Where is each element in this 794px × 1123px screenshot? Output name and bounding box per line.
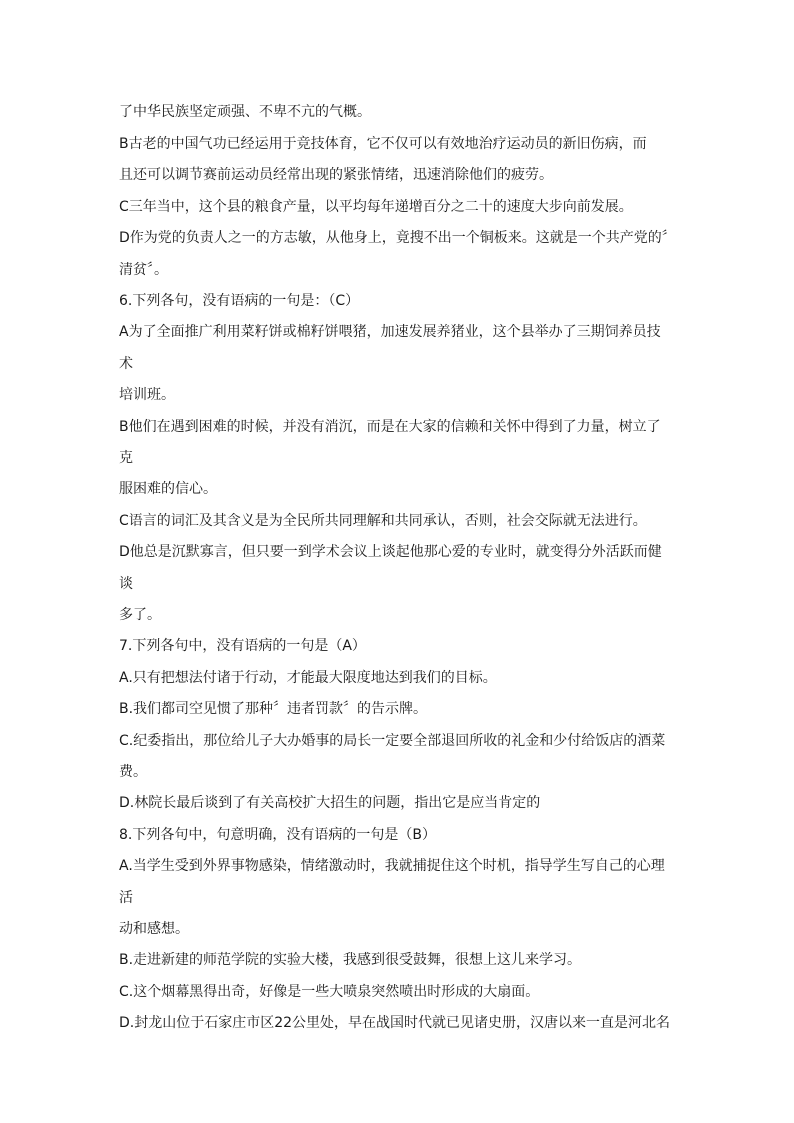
text-line: B.我们都司空见惯了那种〞违者罚款〞的告示牌。 xyxy=(119,701,428,717)
text-line: C语言的词汇及其含义是为全民所共同理解和共同承认，否则，社会交际就无法进行。 xyxy=(119,513,647,529)
text-line: 培训班。 xyxy=(119,387,175,403)
text-line: 了中华民族坚定顽强、不卑不亢的气概。 xyxy=(119,104,371,120)
text-line: D他总是沉默寡言，但只要一到学术会议上谈起他那心爱的专业时，就变得分外活跃而健 xyxy=(119,544,662,560)
question-heading: 7.下列各句中，没有语病的一句是（A） xyxy=(119,638,366,654)
text-line: C三年当中，这个县的粮食产量，以平均每年递增百分之二十的速度大步向前发展。 xyxy=(119,199,633,215)
text-line: B古老的中国气功已经运用于竞技体育，它不仅可以有效地治疗运动员的新旧伤病，而 xyxy=(119,136,647,152)
question-heading: 6.下列各句，没有语病的一句是：（C） xyxy=(119,293,360,309)
text-line: D.封龙山位于石家庄市区22公里处，早在战国时代就已见诸史册，汉唐以来一直是河北名 xyxy=(119,1015,671,1031)
text-line: C.纪委指出，那位给儿子大办婚事的局长一定要全部退回所收的礼金和少付给饭店的酒菜 xyxy=(119,733,666,749)
text-line: A.当学生受到外界事物感染，情绪激动时，我就捕捉住这个时机，指导学生写自己的心理 xyxy=(119,858,665,874)
text-line: D.林院长最后谈到了有关高校扩大招生的问题，指出它是应当肯定的 xyxy=(119,795,541,811)
text-line: 谈 xyxy=(119,576,133,592)
text-line: 清贫〞。 xyxy=(119,262,168,278)
text-line: 动和感想。 xyxy=(119,921,189,937)
text-line: D作为党的负责人之一的方志敏，从他身上，竟搜不出一个铜板来。这就是一个共产党的〞 xyxy=(119,230,676,246)
text-line: 费。 xyxy=(119,764,147,780)
question-heading: 8.下列各句中，句意明确，没有语病的一句是（B） xyxy=(119,827,436,843)
text-line: C.这个烟幕黑得出奇，好像是一些大喷泉突然喷出时形成的大扇面。 xyxy=(119,984,540,1000)
text-line: 多了。 xyxy=(119,607,161,623)
text-line: 服困难的信心。 xyxy=(119,481,217,497)
text-line: 且还可以调节赛前运动员经常出现的紧张情绪，迅速消除他们的疲劳。 xyxy=(119,167,553,183)
text-line: 活 xyxy=(119,890,133,906)
text-line: A.只有把想法付诸于行动，才能最大限度地达到我们的目标。 xyxy=(119,670,497,686)
text-line: B他们在遇到困难的时候，并没有消沉，而是在大家的信赖和关怀中得到了力量，树立了 xyxy=(119,419,661,435)
text-line: 术 xyxy=(119,356,133,372)
text-line: A为了全面推广利用菜籽饼或棉籽饼喂猪，加速发展养猪业，这个县举办了三期饲养员技 xyxy=(119,324,661,340)
text-line: 克 xyxy=(119,450,133,466)
text-line: B.走进新建的师范学院的实验大楼，我感到很受鼓舞，很想上这儿来学习。 xyxy=(119,952,582,968)
